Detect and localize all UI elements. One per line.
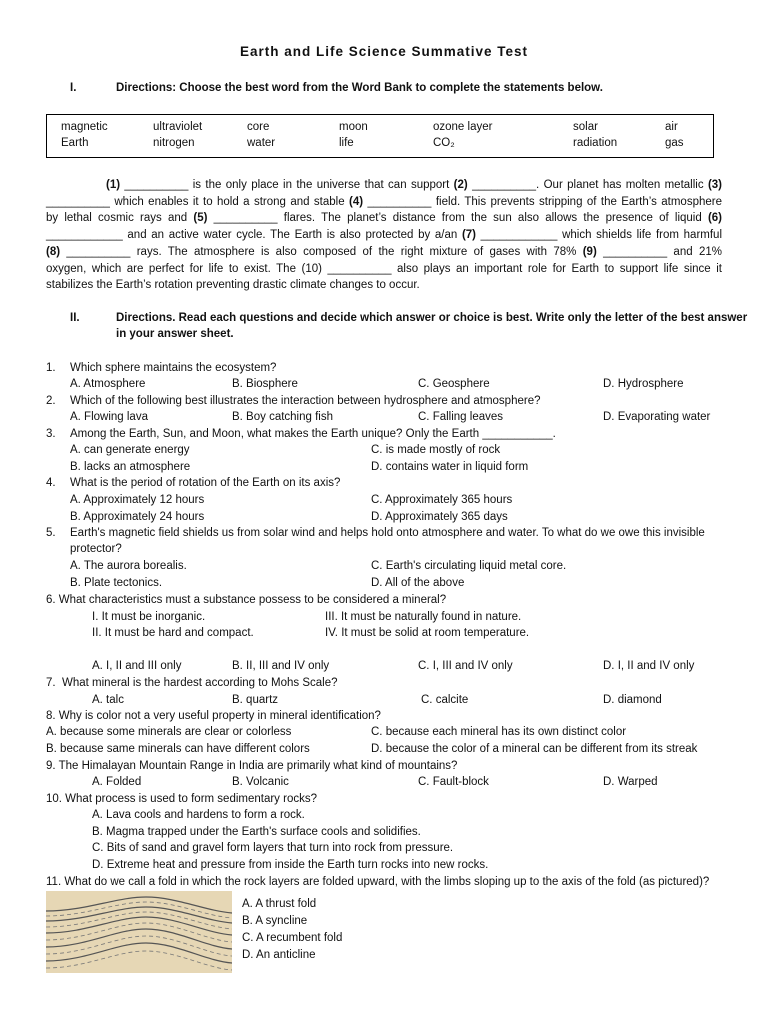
part1-numeral: I.: [70, 82, 77, 94]
choice-b: B. A syncline: [242, 915, 308, 927]
statement: IV. It must be solid at room temperature.: [325, 627, 530, 639]
choice-a: A. talc: [92, 694, 124, 706]
choice-b: B. lacks an atmosphere: [70, 461, 191, 473]
question-text: 9. The Himalayan Mountain Range in India are primarily what kind of mountains?: [46, 760, 458, 772]
choice-a: A. Lava cools and hardens to form a rock.: [92, 809, 305, 821]
choice-d: D. All of the above: [371, 577, 465, 589]
choice-d: D. Warped: [603, 776, 658, 788]
choice-b: B. Biosphere: [232, 378, 298, 390]
choice-c: C. because each mineral has its own distinct color: [371, 726, 627, 738]
fold-background: [46, 891, 232, 973]
word-bank-word: Earth: [61, 137, 89, 149]
choice-a: A. I, II and III only: [92, 660, 182, 672]
choice-a: A. because some minerals are clear or colorless: [46, 726, 292, 738]
question-text: What is the period of rotation of the Earth on its axis?: [70, 477, 341, 489]
fill-in-paragraph: [46, 177, 722, 294]
question-text: Among the Earth, Sun, and Moon, what makes the Earth unique? Only the Earth ___________.: [70, 428, 556, 440]
word-bank-word: core: [247, 121, 270, 133]
choice-c: C. I, III and IV only: [418, 660, 513, 672]
paragraph-line: (1) __________ is the only place in the universe that can support (2) __________. Our planet has molten metallic (3): [106, 179, 722, 191]
question-text: 6. What characteristics must a substance possess to be considered a mineral?: [46, 594, 447, 606]
word-bank-word: life: [339, 137, 354, 149]
anticline-fold-illustration: [46, 891, 232, 973]
choice-b: B. Plate tectonics.: [70, 577, 163, 589]
part1-directions: Directions: Choose the best word from the Word Bank to complete the statements below.: [116, 82, 603, 94]
paragraph-line: stabilizes the Earth’s rotation preventing drastic climate changes to occur.: [46, 279, 420, 292]
choice-a: A. can generate energy: [70, 444, 190, 456]
statement: III. It must be naturally found in nature.: [325, 611, 522, 623]
statement: I. It must be inorganic.: [92, 611, 206, 623]
paragraph-line: by lethal cosmic rays and (5) __________ flares. The planet’s distance from the sun also allows the presence of liquid (6): [46, 212, 723, 225]
choice-b: B. Magma trapped under the Earth's surface cools and solidifies.: [92, 826, 421, 838]
choice-b: B. Volcanic: [232, 776, 289, 788]
choice-d: D. Evaporating water: [603, 411, 711, 423]
word-bank-word: ultraviolet: [153, 121, 203, 133]
page-title: Earth and Life Science Summative Test: [239, 44, 529, 59]
choice-b: B. because same minerals can have different colors: [46, 743, 310, 755]
choice-c: C. calcite: [421, 694, 469, 706]
choice-b: B. quartz: [232, 694, 279, 706]
question-text: 10. What process is used to form sedimentary rocks?: [46, 793, 317, 805]
choice-d: D. contains water in liquid form: [371, 461, 529, 473]
word-bank-word: magnetic: [61, 121, 108, 133]
word-bank-word: ozone layer: [433, 121, 493, 133]
question-number: 7.: [46, 677, 56, 689]
word-bank: [46, 114, 714, 158]
question-text: What mineral is the hardest according to Mohs Scale?: [62, 677, 338, 689]
part2-directions-cont: in your answer sheet.: [116, 328, 234, 340]
choice-d: D. I, II and IV only: [603, 660, 695, 672]
choice-d: D. Hydrosphere: [603, 378, 684, 390]
question-number: 2.: [46, 395, 56, 407]
paragraph-line: (8) __________ rays. The atmosphere is also composed of the right mixture of gases with 78% (9) __________ and 21%: [46, 245, 722, 258]
choice-a: A. Approximately 12 hours: [70, 494, 205, 506]
question-number: 3.: [46, 428, 56, 440]
choice-c: C. Falling leaves: [418, 411, 504, 423]
word-bank-word: gas: [665, 137, 684, 149]
word-bank-word: solar: [573, 121, 598, 133]
word-bank-word: air: [665, 121, 678, 133]
word-bank-word: radiation: [573, 137, 618, 149]
choice-c: C. is made mostly of rock: [371, 444, 501, 456]
choice-d: D. diamond: [603, 694, 662, 706]
word-bank-word: nitrogen: [153, 137, 195, 149]
choice-a: A. The aurora borealis.: [70, 560, 187, 572]
question-number: 4.: [46, 477, 56, 489]
question-text-cont: protector?: [70, 543, 122, 555]
choice-a: A. Atmosphere: [70, 378, 146, 390]
question-number: 5.: [46, 527, 56, 539]
choice-b: B. Approximately 24 hours: [70, 511, 205, 523]
question-text: 11. What do we call a fold in which the rock layers are folded upward, with the limbs sloping up to the axis of the fold (as pictured)?: [46, 876, 710, 888]
word-bank-word: CO₂: [433, 137, 455, 149]
choice-a: A. Flowing lava: [70, 411, 148, 423]
choice-c: C. Earth's circulating liquid metal core.: [371, 560, 567, 572]
paragraph-line: __________ which enables it to hold a strong and stable (4) __________ field. This prevents stripping of the Earth’s atmosphere: [46, 195, 722, 208]
choice-b: B. II, III and IV only: [232, 660, 330, 672]
question-text: Which sphere maintains the ecosystem?: [70, 362, 277, 374]
choice-d: D. An anticline: [242, 949, 316, 961]
choice-b: B. Boy catching fish: [232, 411, 333, 423]
choice-d: D. Extreme heat and pressure from inside the Earth turn rocks into new rocks.: [92, 859, 489, 871]
word-bank-word: water: [247, 137, 276, 149]
choice-d: D. because the color of a mineral can be different from its streak: [371, 743, 698, 755]
choice-a: A. A thrust fold: [242, 898, 317, 910]
question-text: Which of the following best illustrates the interaction between hydrosphere and atmosphere?: [70, 395, 541, 407]
paragraph-line: oxygen, which are perfect for life to exist. The (10) __________ also plays an important role for Earth to support life since it: [46, 262, 722, 275]
part2-directions: Directions. Read each questions and decide which answer or choice is best. Write only the letter of the best answer: [116, 312, 748, 324]
word-bank-word: moon: [339, 121, 368, 133]
choice-a: A. Folded: [92, 776, 142, 788]
choice-c: C. Bits of sand and gravel form layers that turn into rock from pressure.: [92, 842, 454, 854]
question-number: 1.: [46, 362, 56, 374]
choice-c: C. A recumbent fold: [242, 932, 343, 944]
question-text: 8. Why is color not a very useful property in mineral identification?: [46, 710, 381, 722]
choice-c: C. Geosphere: [418, 378, 490, 390]
question-text: Earth's magnetic field shields us from solar wind and helps hold onto atmosphere and water. To what do we owe this invisible: [70, 527, 705, 539]
part2-numeral: II.: [70, 312, 80, 324]
choice-d: D. Approximately 365 days: [371, 511, 508, 523]
choice-c: C. Approximately 365 hours: [371, 494, 513, 506]
choice-c: C. Fault-block: [418, 776, 489, 788]
paragraph-line: ____________ and an active water cycle. The Earth is also protected by a/an (7) ____________ which shields life from harmful: [46, 229, 722, 242]
statement: II. It must be hard and compact.: [92, 627, 254, 639]
